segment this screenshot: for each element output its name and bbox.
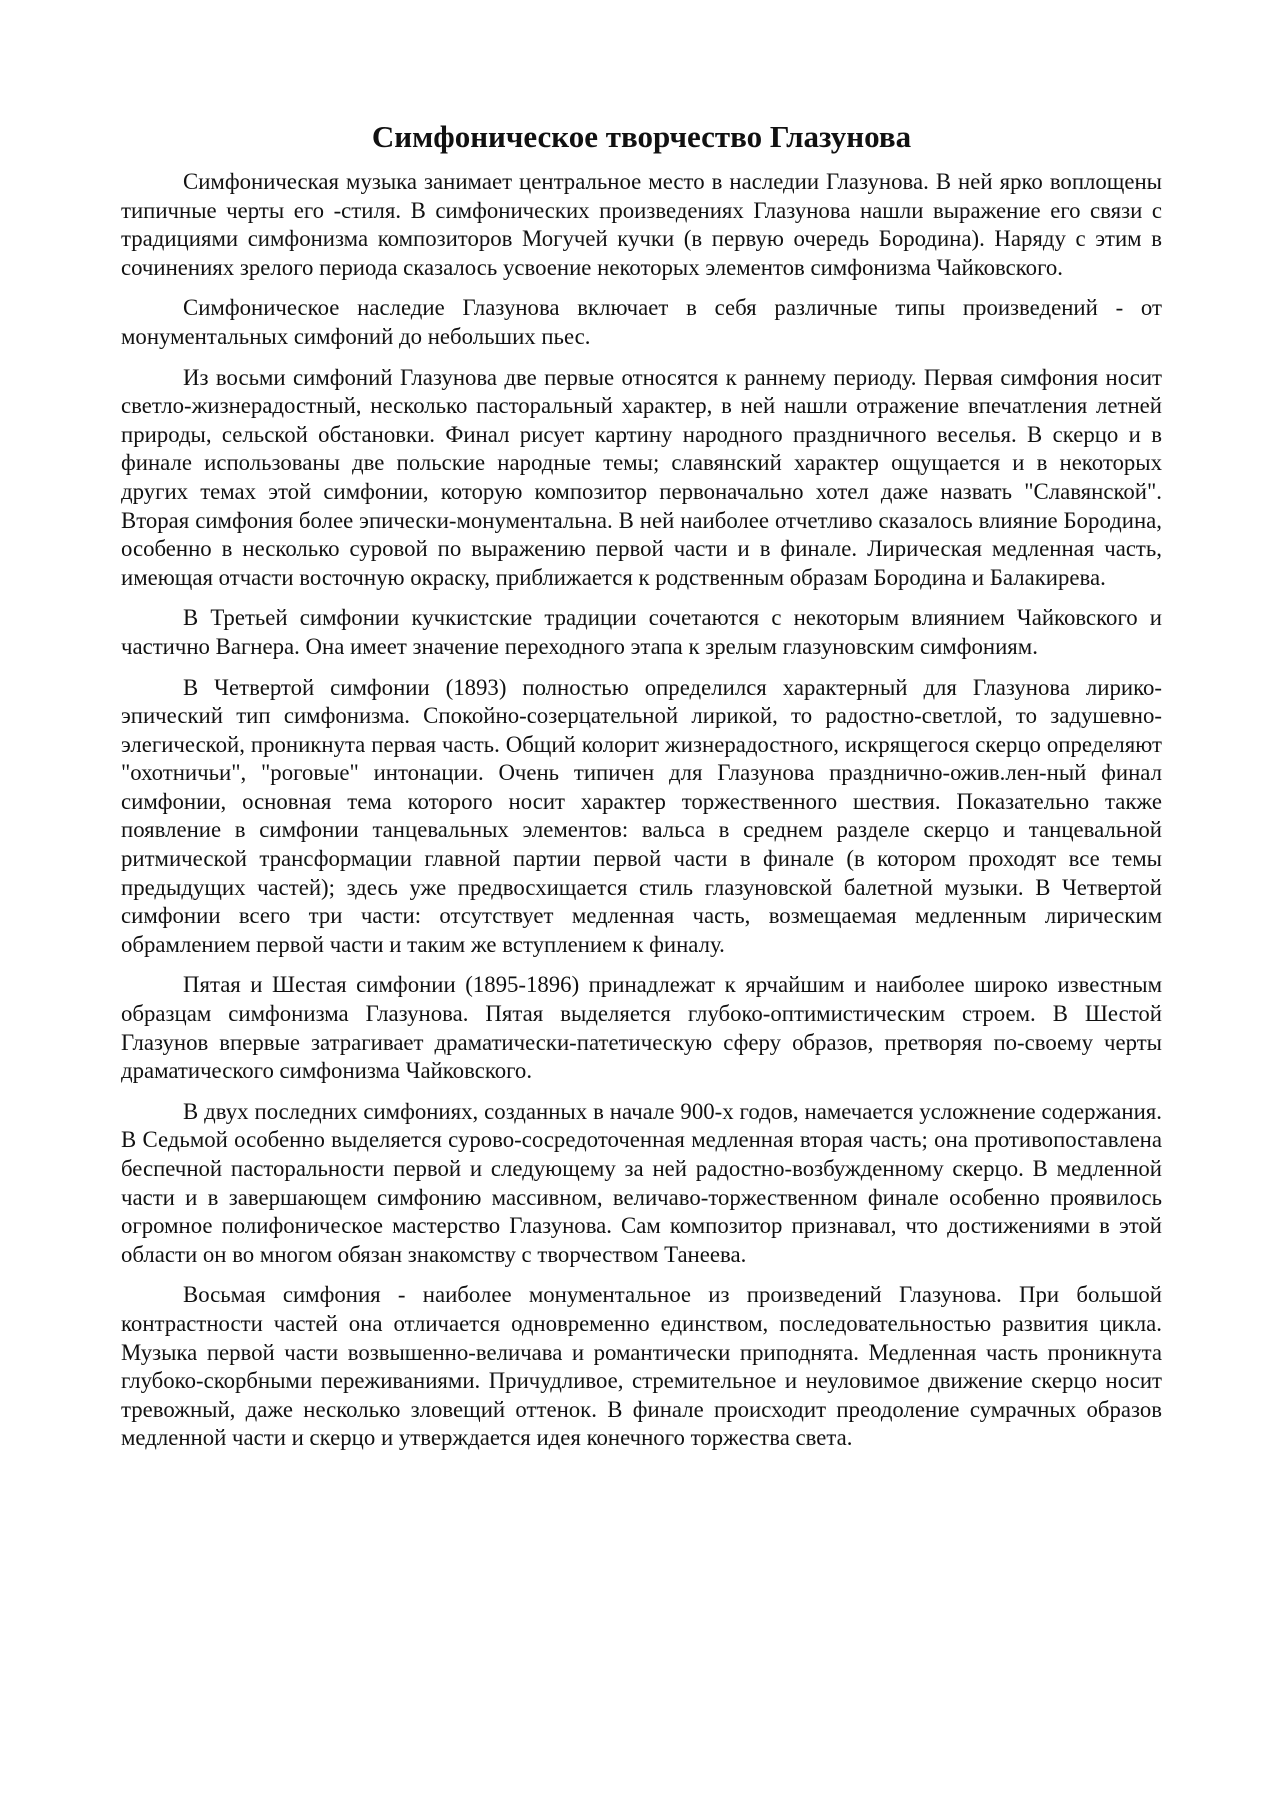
paragraph-1: Симфоническая музыка занимает центральное место в наследии Глазунова. В ней ярко воплощены типичные черты его -стиля. В симфонических произведениях Глазунова нашли выражение его связи с традициями симфонизма композиторов Могучей кучки (в первую очередь Бородина). Наряду с этим в сочинениях зрелого периода сказалось усвоение некоторых элементов симфонизма Чайковского. <box>121 169 1162 280</box>
paragraph-3: Из восьми симфоний Глазунова две первые относятся к раннему периоду. Первая симфония носит светло-жизнерадостный, несколько пасторальный характер, в ней нашли отражение впечатления летней природы, сельской обстановки. Финал рисует картину народного праздничного веселья. В скерцо и в финале использованы две польские народные темы; славянский характер ощущается и в некоторых других темах этой симфонии, которую композитор первоначально хотел даже назвать "Славянской". Вторая симфония более эпически-монументальна. В ней наиболее отчетливо сказалось влияние Бородина, особенно в несколько суровой по выражению первой части и в финале. Лирическая медленная часть, имеющая отчасти восточную окраску, приближается к родственным образам Бородина и Балакирева. <box>121 364 1162 590</box>
document-title: Симфоническое творчество Глазунова <box>371 119 912 154</box>
paragraph-7: В двух последних симфониях, созданных в начале 900-х годов, намечается усложнение содержания. В Седьмой особенно выделяется сурово-сосредоточенная медленная вторая часть; она противопоставлена беспечной пасторальности первой и следующему за ней радостно-возбужденному скерцо. В медленной части и в завершающем симфонию массивном, величаво-торжественном финале особенно проявилось огромное полифоническое мастерство Глазунова. Сам композитор признавал, что достижениями в этой области он во многом обязан знакомству с творчеством Танеева. <box>121 1098 1162 1267</box>
paragraph-8: Восьмая симфония - наиболее монументальное из произведений Глазунова. При большой контрастности частей она отличается одновременно единством, последовательностью развития цикла. Музыка первой части возвышенно-величава и романтически приподнята. Медленная часть проникнута глубоко-скорбными переживаниями. Причудливое, стремительное и неуловимое движение скерцо носит тревожный, даже несколько зловещий оттенок. В финале происходит преодоление сумрачных образов медленной части и скерцо и утверждается идея конечного торжества света. <box>121 1282 1162 1451</box>
paragraph-4: В Третьей симфонии кучкистские традиции сочетаются с некоторым влиянием Чайковского и частично Вагнера. Она имеет значение переходного этапа к зрелым глазуновским симфониям. <box>121 605 1162 659</box>
paragraph-2: Симфоническое наследие Глазунова включает в себя различные типы произведений - от монументальных симфоний до небольших пьес. <box>121 295 1162 349</box>
document-body <box>121 118 1162 1465</box>
paragraph-5: В Четвертой симфонии (1893) полностью определился характерный для Глазунова лирико-эпический тип симфонизма. Спокойно-созерцательной лирикой, то радостно-светлой, то задушевно-элегической, проникнута первая часть. Общий колорит жизнерадостного, искрящегося скерцо определяют "охотничьи", "роговые" интонации. Очень типичен для Глазунова празднично-ожив.лен-ный финал симфонии, основная тема которого носит характер торжественного шествия. Показательно также появление в симфонии танцевальных элементов: вальса в среднем разделе скерцо и танцевальной ритмической трансформации главной партии первой части в финале (в котором проходят все темы предыдущих частей); здесь уже предвосхищается стиль глазуновской балетной музыки. В Четвертой симфонии всего три части: отсутствует медленная часть, возмещаемая медленным лирическим обрамлением первой части и таким же вступлением к финалу. <box>121 674 1162 957</box>
paragraph-6: Пятая и Шестая симфонии (1895-1896) принадлежат к ярчайшим и наиболее широко известным образцам симфонизма Глазунова. Пятая выделяется глубоко-оптимистическим строем. В Шестой Глазунов впервые затрагивает драматически-патетическую сферу образов, претворяя по-своему черты драматического симфонизма Чайковского. <box>121 972 1162 1084</box>
